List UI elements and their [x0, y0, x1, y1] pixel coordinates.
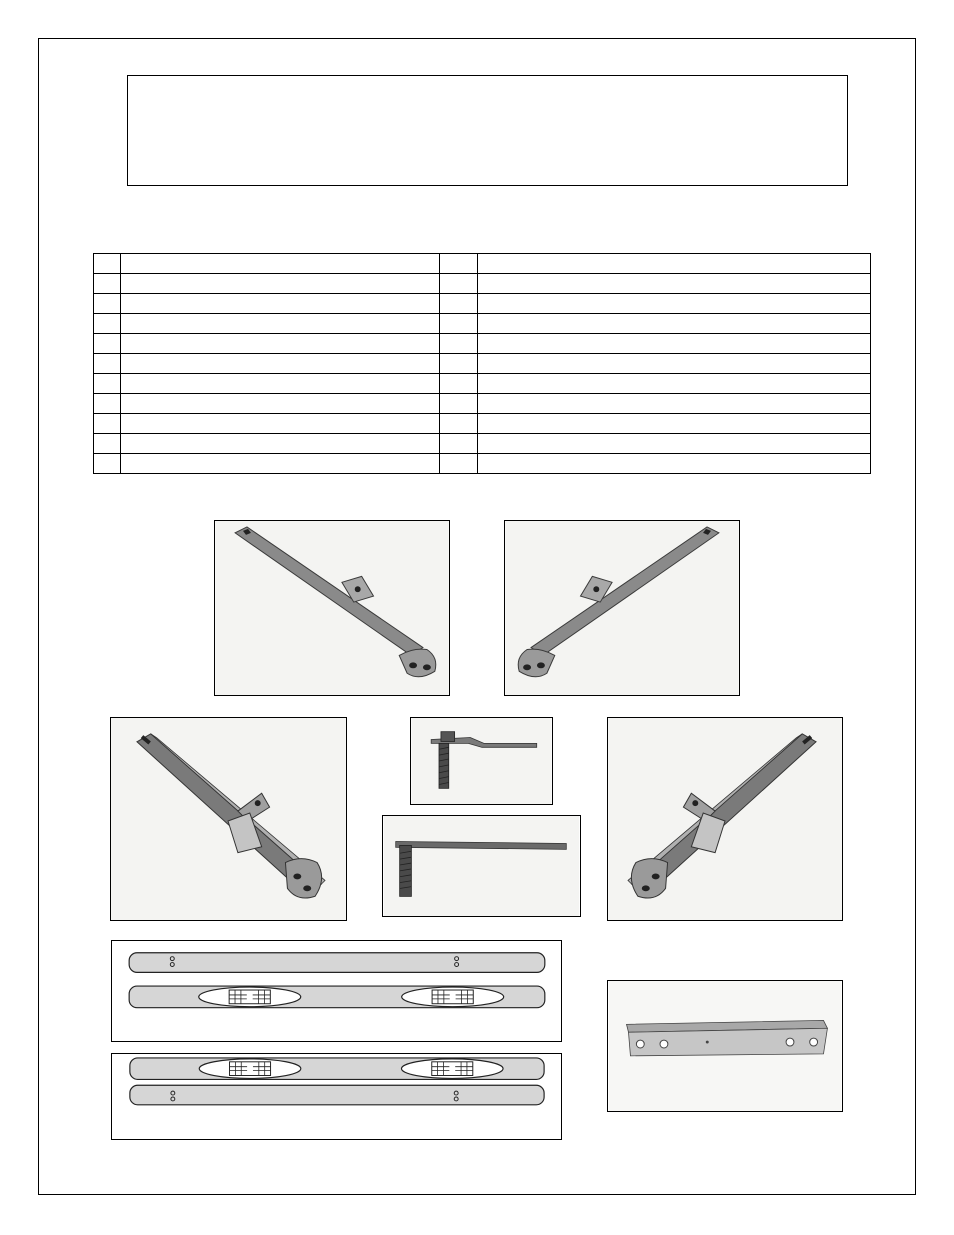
- parts-table-row: [94, 414, 871, 434]
- step-pad-left: [199, 1059, 301, 1079]
- photo-bracket-front-right: [504, 520, 740, 696]
- photo-step-bars-pair-2: [111, 1053, 562, 1140]
- parts-cell-num-left: [94, 334, 121, 354]
- parts-cell-num-left: [94, 374, 121, 394]
- bracket-rear-right-illustration: [608, 718, 842, 920]
- parts-cell-desc-right: [478, 374, 871, 394]
- photo-bracket-front-left: [214, 520, 450, 696]
- photo-bracket-rear-right: [607, 717, 843, 921]
- parts-table-row: [94, 274, 871, 294]
- parts-table-row: [94, 314, 871, 334]
- step-bars-pair-2-illustration: [112, 1054, 561, 1139]
- parts-cell-num-right: [440, 374, 478, 394]
- parts-cell-num-right: [440, 434, 478, 454]
- parts-table-row: [94, 294, 871, 314]
- parts-cell-num-left: [94, 354, 121, 374]
- parts-cell-desc-right: [478, 354, 871, 374]
- step-bars-pair-1-illustration: [112, 941, 561, 1041]
- parts-cell-num-right: [440, 274, 478, 294]
- parts-cell-desc-left: [121, 434, 440, 454]
- parts-cell-num-right: [440, 254, 478, 274]
- parts-cell-num-right: [440, 414, 478, 434]
- parts-cell-desc-right: [478, 254, 871, 274]
- parts-cell-desc-right: [478, 414, 871, 434]
- parts-cell-num-right: [440, 354, 478, 374]
- parts-cell-num-left: [94, 414, 121, 434]
- photo-bolt-plate-long: [382, 815, 581, 917]
- parts-cell-num-right: [440, 294, 478, 314]
- parts-cell-num-left: [94, 274, 121, 294]
- parts-cell-desc-left: [121, 334, 440, 354]
- bracket-front-left-illustration: [215, 521, 449, 695]
- parts-cell-desc-left: [121, 454, 440, 474]
- parts-table-row: [94, 254, 871, 274]
- photo-bracket-rear-left: [110, 717, 347, 921]
- parts-cell-num-left: [94, 454, 121, 474]
- parts-cell-desc-right: [478, 434, 871, 454]
- parts-cell-desc-right: [478, 314, 871, 334]
- parts-cell-desc-left: [121, 394, 440, 414]
- parts-cell-desc-left: [121, 374, 440, 394]
- parts-table-row: [94, 434, 871, 454]
- parts-cell-num-left: [94, 394, 121, 414]
- parts-cell-desc-left: [121, 274, 440, 294]
- parts-cell-desc-right: [478, 454, 871, 474]
- photo-bolt-plate-short: [410, 717, 553, 805]
- parts-cell-desc-left: [121, 294, 440, 314]
- parts-table-row: [94, 394, 871, 414]
- bracket-rear-left-illustration: [111, 718, 346, 920]
- bracket-front-right-illustration: [505, 521, 739, 695]
- photo-backing-plate: [607, 980, 843, 1112]
- parts-cell-desc-right: [478, 294, 871, 314]
- backing-plate-illustration: [608, 981, 842, 1111]
- step-pad-left: [199, 987, 301, 1007]
- parts-cell-num-left: [94, 314, 121, 334]
- parts-table-row: [94, 374, 871, 394]
- bolt-plate-long-illustration: [383, 816, 580, 916]
- parts-table-row: [94, 454, 871, 474]
- parts-cell-desc-right: [478, 394, 871, 414]
- parts-cell-num-left: [94, 254, 121, 274]
- parts-table: [93, 253, 871, 474]
- parts-cell-num-left: [94, 434, 121, 454]
- photo-step-bars-pair-1: [111, 940, 562, 1042]
- parts-cell-desc-left: [121, 354, 440, 374]
- header-box: [127, 75, 848, 186]
- step-pad-right: [402, 987, 504, 1007]
- parts-cell-num-right: [440, 394, 478, 414]
- bolt-plate-short-illustration: [411, 718, 552, 804]
- parts-cell-num-left: [94, 294, 121, 314]
- parts-cell-desc-right: [478, 274, 871, 294]
- parts-cell-num-right: [440, 334, 478, 354]
- parts-cell-desc-left: [121, 414, 440, 434]
- step-pad-right: [401, 1059, 503, 1079]
- parts-cell-desc-left: [121, 254, 440, 274]
- parts-table-row: [94, 354, 871, 374]
- parts-cell-desc-right: [478, 334, 871, 354]
- parts-cell-desc-left: [121, 314, 440, 334]
- parts-table-row: [94, 334, 871, 354]
- parts-cell-num-right: [440, 454, 478, 474]
- parts-cell-num-right: [440, 314, 478, 334]
